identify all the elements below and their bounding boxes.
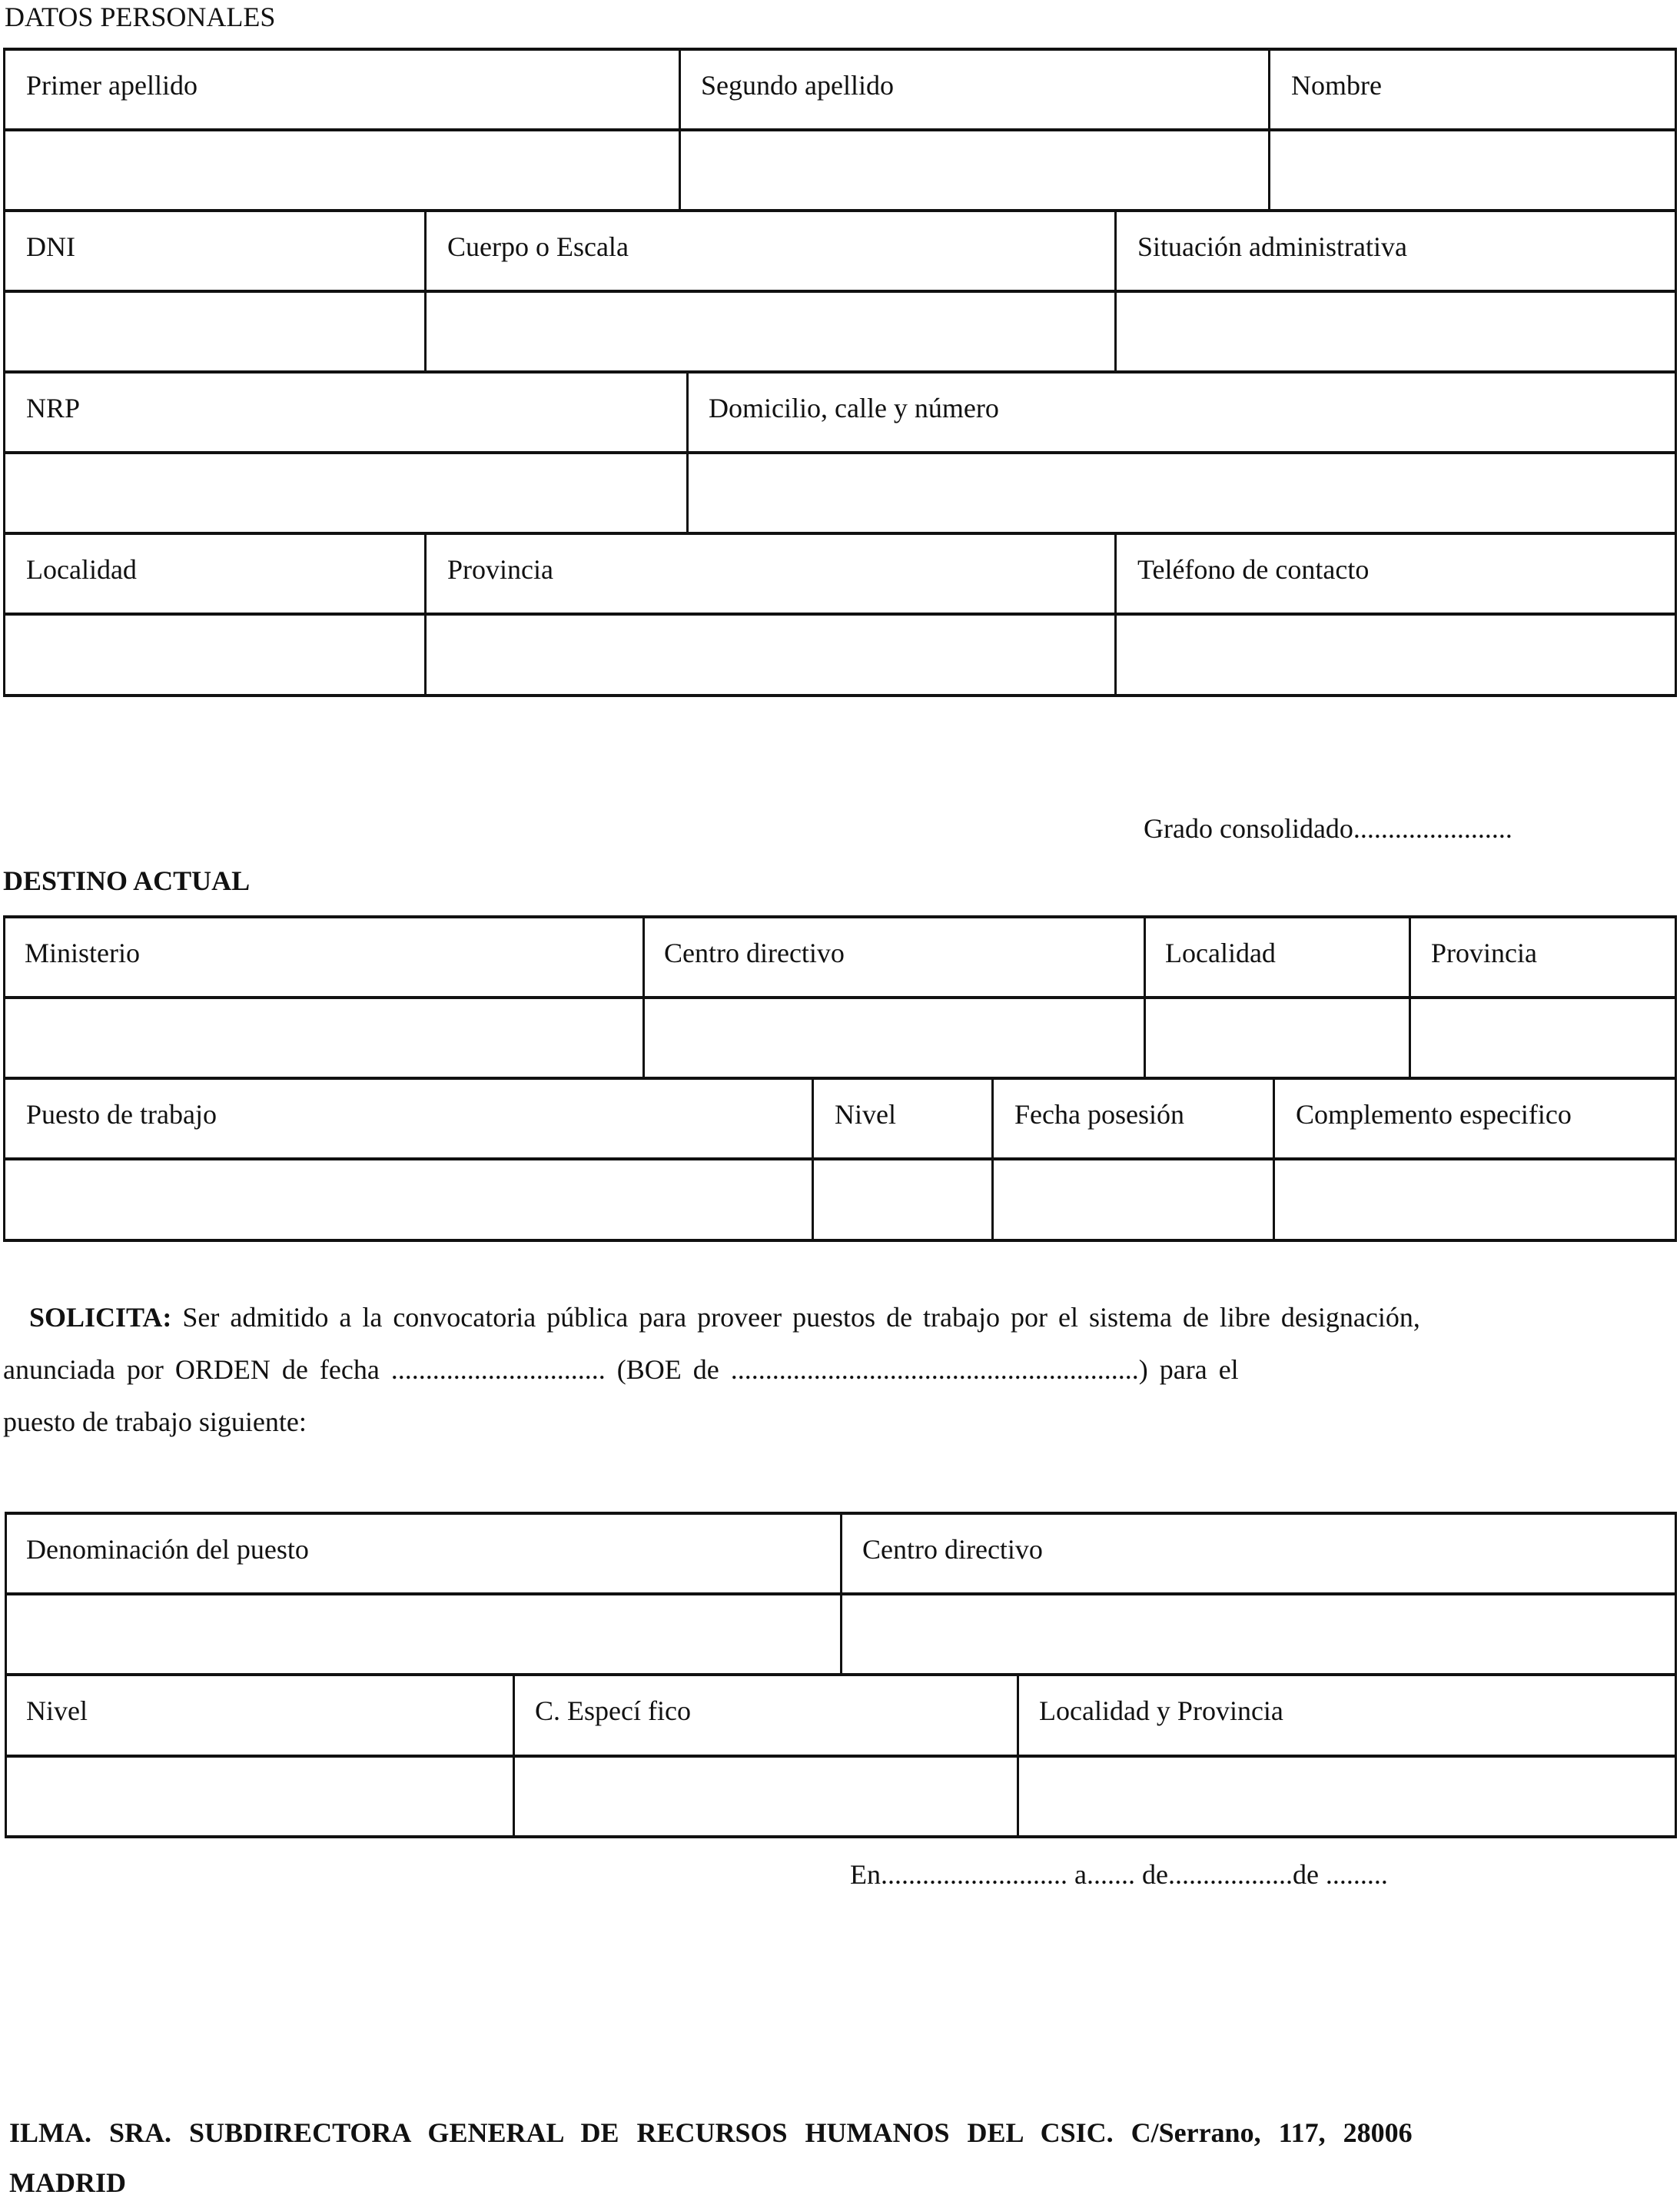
field-nrp[interactable] xyxy=(6,454,686,531)
label-localidad: Localidad xyxy=(26,554,137,585)
destinatario-line-2: MADRID xyxy=(9,2167,126,2198)
solicita-lead: SOLICITA: xyxy=(29,1302,172,1333)
field-complemento-especifico[interactable] xyxy=(1276,1160,1674,1238)
field-centro-directivo-puesto[interactable] xyxy=(843,1595,1674,1672)
label-nrp: NRP xyxy=(26,393,81,423)
label-centro-directivo: Centro directivo xyxy=(664,938,845,968)
field-ministerio[interactable] xyxy=(6,999,642,1076)
field-puesto-trabajo[interactable] xyxy=(6,1160,811,1238)
label-primer-apellido: Primer apellido xyxy=(26,70,198,101)
field-domicilio[interactable] xyxy=(689,454,1674,531)
destinatario-line-1: ILMA. SRA. SUBDIRECTORA GENERAL DE RECURSOS HUMANOS DEL CSIC. C/Serrano, 117, 28006 xyxy=(9,2117,1413,2148)
label-segundo-apellido: Segundo apellido xyxy=(701,70,894,101)
field-primer-apellido[interactable] xyxy=(6,131,678,208)
label-localidad-provincia: Localidad y Provincia xyxy=(1039,1695,1283,1726)
label-nivel-puesto: Nivel xyxy=(26,1695,88,1726)
label-telefono-contacto: Teléfono de contacto xyxy=(1137,554,1370,585)
label-complemento-especifico: Complemento especifico xyxy=(1296,1099,1572,1130)
field-cuerpo-escala[interactable] xyxy=(427,293,1114,370)
label-ministerio: Ministerio xyxy=(25,938,140,968)
field-telefono-contacto[interactable] xyxy=(1117,616,1674,693)
field-localidad[interactable] xyxy=(6,616,423,693)
section-title-datos-personales: DATOS PERSONALES xyxy=(5,2,276,32)
label-nombre: Nombre xyxy=(1291,70,1382,101)
solicita-line-1 xyxy=(29,1303,1420,1331)
field-dni[interactable] xyxy=(6,293,423,370)
label-c-especifico: C. Especí fico xyxy=(535,1695,691,1726)
field-localidad-provincia[interactable] xyxy=(1020,1758,1674,1834)
label-provincia-destino: Provincia xyxy=(1431,938,1537,968)
label-centro-directivo-puesto: Centro directivo xyxy=(862,1534,1043,1565)
section-title-destino-actual: DESTINO ACTUAL xyxy=(3,865,251,896)
field-nivel[interactable] xyxy=(815,1160,991,1238)
field-localidad-destino[interactable] xyxy=(1147,999,1408,1076)
label-fecha-posesion: Fecha posesión xyxy=(1014,1099,1184,1130)
solicita-line-2: anunciada por ORDEN de fecha ............................... (BOE de ...........................................................) para el xyxy=(3,1354,1239,1385)
lugar-fecha-line[interactable]: En........................... a....... de..................de ......... xyxy=(850,1859,1388,1890)
field-segundo-apellido[interactable] xyxy=(682,131,1267,208)
label-puesto-trabajo: Puesto de trabajo xyxy=(26,1099,217,1130)
solicita-text-1: Ser admitido a la convocatoria pública para proveer puestos de trabajo por el sistema de libre designación, xyxy=(171,1302,1420,1333)
label-nivel: Nivel xyxy=(835,1099,896,1130)
label-localidad-destino: Localidad xyxy=(1165,938,1276,968)
field-nivel-puesto[interactable] xyxy=(8,1758,512,1834)
label-situacion-administrativa: Situación administrativa xyxy=(1137,231,1407,262)
label-dni: DNI xyxy=(26,231,75,262)
field-fecha-posesion[interactable] xyxy=(994,1160,1272,1238)
label-denominacion-puesto: Denominación del puesto xyxy=(26,1534,309,1565)
label-provincia: Provincia xyxy=(447,554,553,585)
field-denominacion-puesto[interactable] xyxy=(8,1595,839,1672)
field-provincia-destino[interactable] xyxy=(1412,999,1674,1076)
field-provincia[interactable] xyxy=(427,616,1114,693)
field-situacion-administrativa[interactable] xyxy=(1117,293,1674,370)
grado-consolidado-field[interactable]: Grado consolidado....................... xyxy=(1144,813,1512,844)
label-cuerpo-escala: Cuerpo o Escala xyxy=(447,231,629,262)
label-domicilio: Domicilio, calle y número xyxy=(709,393,999,423)
field-c-especifico[interactable] xyxy=(516,1758,1016,1834)
solicita-line-3: puesto de trabajo siguiente: xyxy=(3,1406,307,1437)
field-nombre[interactable] xyxy=(1271,131,1674,208)
field-centro-directivo[interactable] xyxy=(646,999,1143,1076)
